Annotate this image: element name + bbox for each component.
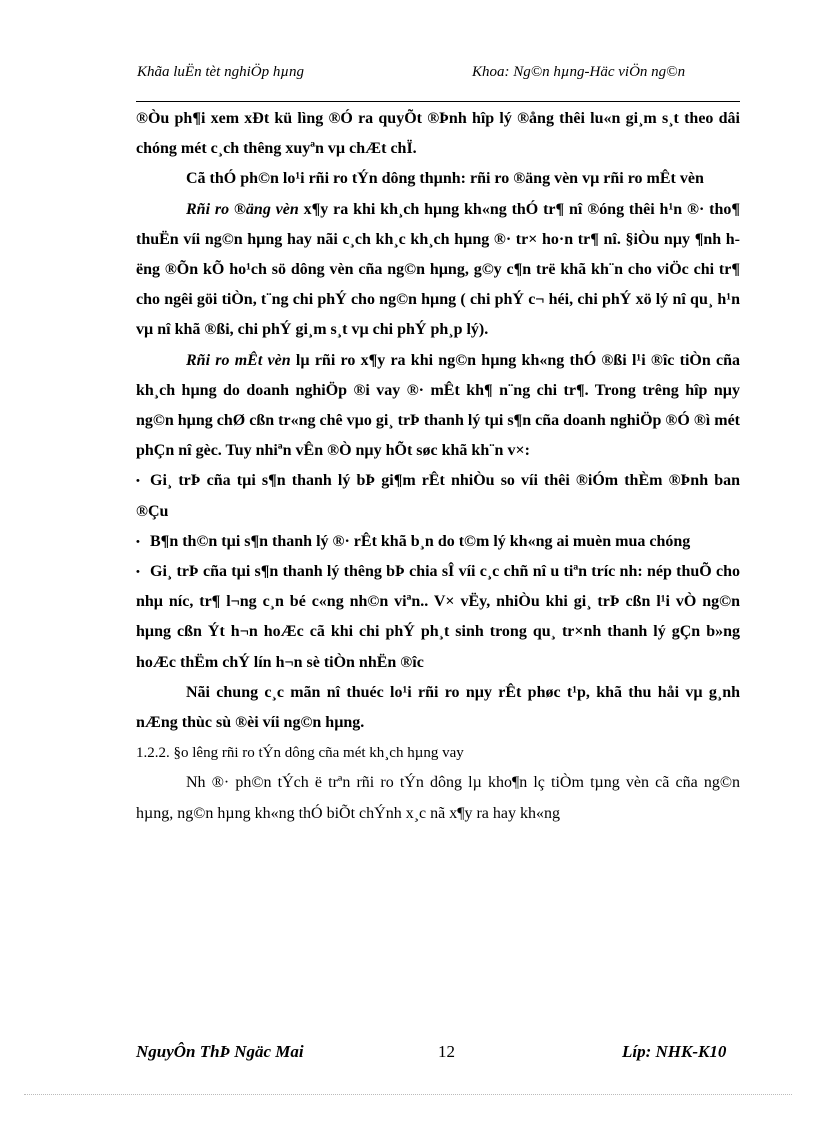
- header-left-title: Khãa luËn tèt nghiÖp hµng: [137, 64, 304, 80]
- footer-class: Líp: NHK-K10: [622, 1042, 727, 1061]
- list-item: • Gi¸ trÞ cña tµi s¶n thanh lý thêng bÞ chia sÎ víi c¸c chñ nî u tiªn tríc nh: nép thuÕ cho nhµ níc, tr¶ l¬ng c¸n bé c«ng nh©n viªn.. V× vËy, nhiÒu khi gi¸ trÞ cßn l¹i vÒ ng©n hµng cßn Ýt h¬n hoÆc cã khi chi phÝ ph¸t sinh trong qu¸ tr×nh thanh lý gÇn b»ng hoÆc thËm chÝ lín h¬n sè tiÒn nhËn ®îc: [136, 557, 740, 678]
- header-divider: [136, 101, 740, 102]
- page-bottom-edge: [24, 1094, 792, 1095]
- bullet-icon: •: [136, 566, 140, 579]
- bullet-icon: •: [136, 535, 140, 548]
- bullet-icon: •: [136, 475, 140, 488]
- paragraph-stalled-capital: Rñi ro ®äng vèn x¶y ra khi kh¸ch hµng kh«ng thÓ tr¶ nî ®óng thêi h¹n ®· tho¶ thuËn víi ng©n hµng hay nãi c¸ch kh¸c kh¸ch hµng ®· tr× ho·n tr¶ nî. §iÒu nµy ¶nh hëng ®Õn kÕ ho¹ch sö dông vèn cña ng©n hµng, g©y c¶n trë khã kh¨n cho viÖc chi tr¶ cho ngêi göi tiÒn, t¨ng chi phÝ cho ng©n hµng ( chi phÝ c¬ héi, chi phÝ xö lý nî qu¸ h¹n vµ nî khã ®ßi, chi phÝ gi¸m s¸t vµ chi phÝ ph¸p lý).: [136, 200, 741, 339]
- list-item: • B¶n th©n tµi s¶n thanh lý ®· rÊt khã b¸n do t©m lý kh«ng ai muèn mua chóng: [136, 527, 740, 557]
- term-loss-risk: Rñi ro mÊt vèn: [186, 351, 291, 369]
- paragraph-classification: Cã thÓ ph©n lo¹i rñi ro tÝn dông thµnh: rñi ro ®äng vèn vµ rñi ro mÊt vèn: [186, 170, 704, 188]
- document-body: [136, 104, 740, 829]
- term-stalled-risk: Rñi ro ®äng vèn: [186, 200, 299, 218]
- paragraph-conclusion: Nãi chung c¸c mãn nî thuéc lo¹i rñi ro nµy rÊt phøc t¹p, khã thu håi vµ g¸nh nÆng thùc sù ®èi víi ng©n hµng.: [136, 683, 740, 732]
- footer-author: NguyÔn ThÞ Ngäc Mai: [136, 1042, 304, 1061]
- section-heading: 1.2.2. §o lêng rñi ro tÝn dông cña mét kh¸ch hµng vay: [136, 745, 464, 762]
- header-right-title: Khoa: Ng©n hµng-Häc viÖn ng©n: [472, 64, 686, 80]
- paragraph-capital-loss: Rñi ro mÊt vèn lµ rñi ro x¶y ra khi ng©n hµng kh«ng thÓ ®ßi l¹i ®îc tiÒn cña kh¸ch hµng do doanh nghiÖp ®i vay ®· mÊt kh¶ n¨ng chi tr¶. Trong trêng hîp nµy ng©n hµng chØ cßn tr«ng chê vµo gi¸ trÞ thanh lý tµi s¶n cña doanh nghiÖp ®Ó ®ì mét phÇn nî gèc. Tuy nhiªn vÊn ®Ò nµy hÕt søc khã kh¨n v×:: [136, 351, 741, 460]
- paragraph-section-text: Nh ®· ph©n tÝch ë trªn rñi ro tÝn dông lµ kho¶n lç tiÒm tµng vèn cã cña ng©n hµng, ng©n hµng kh«ng thÓ biÕt chÝnh x¸c nã x¶y ra hay kh«ng: [136, 774, 740, 822]
- page-number: 12: [438, 1042, 455, 1061]
- paragraph-intro: ®Òu ph¶i xem xÐt kü lìng ®Ó ra quyÕt ®Þnh hîp lý ®ång thêi lu«n gi¸m s¸t theo dâi chóng mét c¸ch thêng xuyªn vµ chÆt chÏ.: [136, 110, 740, 158]
- list-item: • Gi¸ trÞ cña tµi s¶n thanh lý bÞ gi¶m rÊt nhiÒu so víi thêi ®iÓm thÈm ®Þnh ban ®Çu: [136, 466, 740, 526]
